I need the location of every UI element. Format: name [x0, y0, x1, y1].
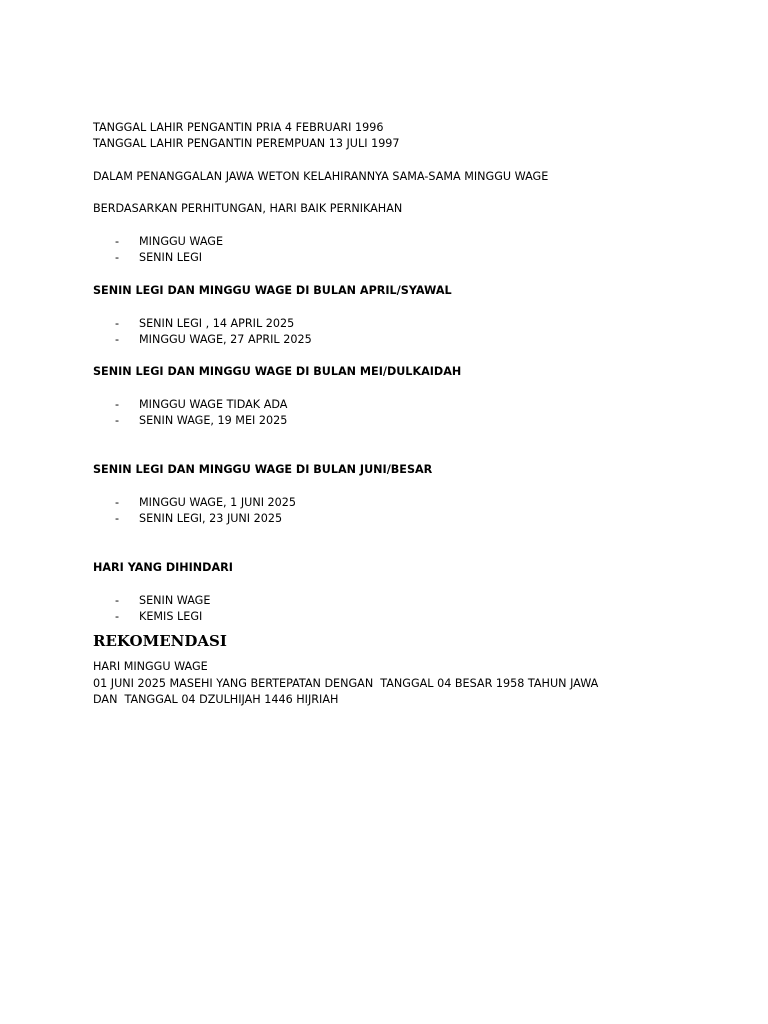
list-item [93, 413, 693, 429]
list-item-text: SENIN WAGE, 19 MEI 2025 [139, 414, 288, 428]
spacer [93, 430, 693, 463]
spacer [93, 299, 693, 315]
list-item-text: MINGGU WAGE TIDAK ADA [139, 398, 288, 412]
weton-line: DALAM PENANGGALAN JAWA WETON KELAHIRANNYA SAMA-SAMA MINGGU WAGE [93, 169, 549, 183]
document-body [93, 120, 693, 708]
list-item [93, 234, 693, 250]
list-item [93, 332, 693, 348]
spacer [93, 381, 693, 397]
avoid-days-list [93, 593, 693, 626]
recommendation-day-line: HARI MINGGU WAGE [93, 660, 208, 674]
spacer [93, 218, 693, 234]
dash-bullet: - [115, 609, 120, 623]
avoid-section-heading: HARI YANG DIHINDARI [93, 561, 233, 575]
list-item-text: SENIN LEGI , 14 APRIL 2025 [139, 316, 295, 330]
list-item [93, 397, 693, 413]
spacer [93, 527, 693, 560]
bride-birthdate-line: TANGGAL LAHIR PENGANTIN PEREMPUAN 13 JULI 1997 [93, 137, 400, 151]
list-item-text: SENIN LEGI [139, 251, 203, 265]
dash-bullet: - [115, 512, 120, 526]
dash-bullet: - [115, 398, 120, 412]
dash-bullet: - [115, 235, 120, 249]
april-section-heading: SENIN LEGI DAN MINGGU WAGE DI BULAN APRIL/SYAWAL [93, 283, 452, 297]
list-item [93, 495, 693, 511]
recommendation-heading: REKOMENDASI [93, 632, 227, 651]
dash-bullet: - [115, 316, 120, 330]
list-item [93, 250, 693, 266]
good-days-list [93, 234, 693, 267]
juni-section-heading: SENIN LEGI DAN MINGGU WAGE DI BULAN JUNI/BESAR [93, 463, 433, 477]
list-item [93, 609, 693, 625]
list-item-text: MINGGU WAGE, 1 JUNI 2025 [139, 495, 297, 509]
spacer [93, 185, 693, 201]
calculation-line: BERDASARKAN PERHITUNGAN, HARI BAIK PERNIKAHAN [93, 202, 403, 216]
april-dates-list [93, 316, 693, 349]
mei-section-heading: SENIN LEGI DAN MINGGU WAGE DI BULAN MEI/DULKAIDAH [93, 365, 462, 379]
list-item-text: SENIN LEGI, 23 JUNI 2025 [139, 512, 283, 526]
list-item-text: KEMIS LEGI [139, 609, 203, 623]
dash-bullet: - [115, 332, 120, 346]
dash-bullet: - [115, 593, 120, 607]
spacer [93, 348, 693, 364]
recommendation-date-line: 01 JUNI 2025 MASEHI YANG BERTEPATAN DENGAN TANGGAL 04 BESAR 1958 TAHUN JAWA [93, 676, 599, 690]
dash-bullet: - [115, 495, 120, 509]
list-item-text: MINGGU WAGE [139, 235, 224, 249]
spacer [93, 153, 693, 169]
recommendation-hijri-line: DAN TANGGAL 04 DZULHIJAH 1446 HIJRIAH [93, 692, 339, 706]
spacer [93, 479, 693, 495]
juni-dates-list [93, 495, 693, 528]
dash-bullet: - [115, 251, 120, 265]
mei-dates-list [93, 397, 693, 430]
dash-bullet: - [115, 414, 120, 428]
spacer [93, 576, 693, 592]
list-item [93, 593, 693, 609]
list-item [93, 511, 693, 527]
groom-birthdate-line: TANGGAL LAHIR PENGANTIN PRIA 4 FEBRUARI 1996 [93, 121, 384, 134]
list-item-text: MINGGU WAGE, 27 APRIL 2025 [139, 332, 312, 346]
list-item [93, 316, 693, 332]
spacer [93, 267, 693, 283]
list-item-text: SENIN WAGE [139, 593, 211, 607]
